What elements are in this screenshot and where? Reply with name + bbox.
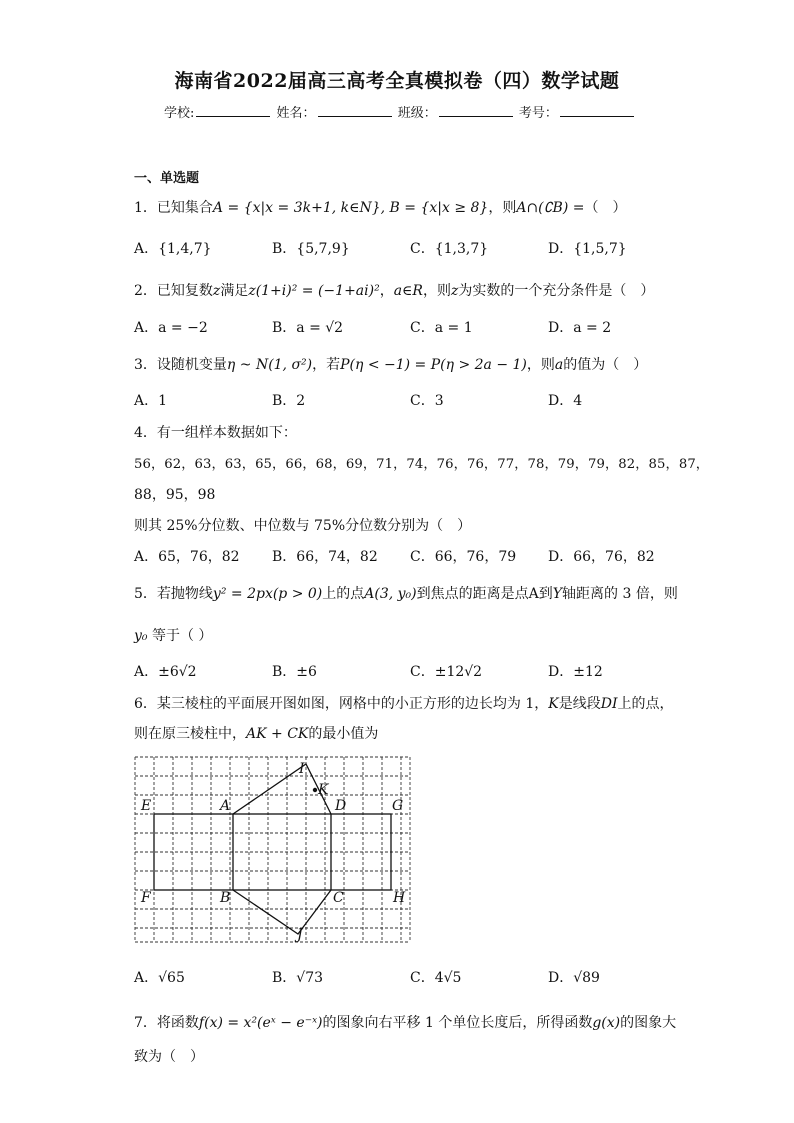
- label-a: A: [220, 798, 231, 814]
- q1-option-c[interactable]: C．{1,3,7}: [410, 241, 489, 257]
- q4-option-c[interactable]: C．66，76，79: [410, 549, 517, 565]
- q6-option-d[interactable]: D．√89: [548, 970, 600, 986]
- q7-stem: 7．将函数: [134, 1015, 199, 1031]
- point-k: [313, 788, 317, 792]
- q6-option-b[interactable]: B．√73: [272, 970, 324, 986]
- q5-stem: 5．若抛物线: [134, 586, 213, 602]
- q5-stem-e: 等于（ ）: [151, 628, 213, 644]
- q7-line-2: 致为（ ）: [134, 1049, 204, 1065]
- q6-expression: AK + CK: [246, 726, 309, 742]
- exam-no-blank[interactable]: [560, 104, 634, 117]
- q2-option-a[interactable]: A．a = −2: [134, 320, 208, 336]
- label-i: I: [299, 761, 305, 777]
- net-outline: [154, 764, 391, 934]
- label-e: E: [141, 798, 152, 814]
- q6-line2-stem: 则在原三棱柱中，: [134, 726, 246, 742]
- label-c: C: [333, 890, 344, 906]
- q2-equation: z(1+i)² = (−1+ai)²: [248, 283, 380, 299]
- question-6: [134, 693, 674, 713]
- school-label: 学校:: [164, 106, 195, 121]
- q2-option-c[interactable]: C．a = 1: [410, 320, 473, 336]
- q4-data-line-1: 56，62，63，63，65，66，68，69，71，74，76，76，77，78，79，79，82，85，87，: [134, 457, 710, 472]
- student-info-fields: [164, 102, 636, 121]
- class-blank[interactable]: [439, 104, 513, 117]
- q3-option-d[interactable]: D．4: [548, 393, 583, 409]
- q2-stem-b: 满足: [220, 283, 249, 299]
- q5-var: y₀: [134, 628, 148, 644]
- q2-stem: 2．已知复数: [134, 283, 213, 299]
- label-j: J: [297, 927, 303, 943]
- q7-stem-b: 的图象向右平移 1 个单位长度后，所得函数: [322, 1015, 593, 1031]
- q3-stem-c: ，则: [526, 357, 555, 373]
- q7-stem-c: 的图象大: [620, 1015, 677, 1031]
- q5-option-d[interactable]: D．±12: [548, 664, 603, 680]
- label-b: B: [220, 890, 231, 906]
- q5-option-c[interactable]: C．±12√2: [410, 664, 483, 680]
- q1-sets: A = {x|x = 3k+1, k∈N}, B = {x|x ≥ 8}: [212, 200, 489, 216]
- q1-stem: 1．已知集合: [134, 200, 213, 216]
- label-g: G: [392, 798, 404, 814]
- q3-equation: P(η < −1) = P(η > 2a − 1): [340, 357, 527, 373]
- q5-stem-b: 上的点: [322, 586, 365, 602]
- q2-stem-e: 为实数的一个充分条件是（ ）: [458, 283, 655, 299]
- grid-lines: [135, 757, 410, 942]
- q1-stem-b: ，则: [488, 200, 517, 216]
- q6-segment-di: DI: [600, 696, 618, 712]
- q6-line-2: [134, 723, 378, 743]
- q5-stem-c: 到焦点的距离是点A到: [416, 586, 553, 602]
- q6-option-a[interactable]: A．√65: [134, 970, 185, 986]
- q1-expr: A∩(∁B) =: [516, 200, 585, 216]
- q4-option-d[interactable]: D．66，76，82: [548, 549, 655, 565]
- q3-stem-d: 的值为（ ）: [563, 357, 648, 373]
- q3-option-b[interactable]: B．2: [272, 393, 306, 409]
- label-f: F: [141, 890, 151, 906]
- q2-option-d[interactable]: D．a = 2: [548, 320, 612, 336]
- q6-line2-end: 的最小值为: [308, 726, 379, 742]
- q5-option-a[interactable]: A．±6√2: [134, 664, 197, 680]
- q3-option-a[interactable]: A．1: [134, 393, 168, 409]
- q3-distribution: η ~ N(1, σ²): [226, 357, 313, 373]
- q2-option-b[interactable]: B．a = √2: [272, 320, 344, 336]
- q2-stem-d: ，则: [422, 283, 451, 299]
- q4-question: 则其 25%分位数、中位数与 75%分位数分别为（ ）: [134, 518, 472, 534]
- section-heading: 一、单选题: [134, 171, 200, 186]
- question-1: [134, 197, 626, 217]
- q6-stem-c: 上的点，: [617, 696, 674, 712]
- q4-option-b[interactable]: B．66，74，82: [272, 549, 378, 565]
- question-7: [134, 1012, 676, 1032]
- q4-option-a[interactable]: A．65，76，82: [134, 549, 240, 565]
- q5-curve: y² = 2px(p > 0): [212, 586, 323, 602]
- q2-condition: a∈R: [393, 283, 423, 299]
- q5-point: A(3, y₀): [364, 586, 417, 602]
- q5-option-b[interactable]: B．±6: [272, 664, 317, 680]
- q3-option-c[interactable]: C．3: [410, 393, 444, 409]
- q2-comma: ，: [379, 283, 394, 299]
- question-2: [134, 280, 654, 300]
- q3-stem: 3．设随机变量: [134, 357, 227, 373]
- q7-g-function: g(x): [592, 1015, 621, 1031]
- q3-var: a: [554, 357, 564, 373]
- q5-line-2: [134, 625, 212, 645]
- label-d: D: [335, 798, 347, 814]
- question-5: [134, 583, 678, 603]
- name-label: 姓名：: [276, 106, 316, 121]
- q6-stem-b: 是线段: [558, 696, 601, 712]
- q6-option-c[interactable]: C．4√5: [410, 970, 462, 986]
- q5-stem-d: 轴距离的 3 倍，则: [562, 586, 678, 602]
- q2-var: z: [212, 283, 221, 299]
- q6-point-k: K: [548, 696, 559, 712]
- class-label: 班级：: [397, 106, 437, 121]
- q6-stem: 6．某三棱柱的平面展开图如图，网格中的小正方形的边长均为 1，: [134, 696, 549, 712]
- q1-paren: （ ）: [584, 200, 627, 216]
- q2-var-2: z: [450, 283, 459, 299]
- question-4: 4．有一组样本数据如下：: [134, 425, 297, 441]
- school-blank[interactable]: [196, 104, 270, 117]
- q1-option-a[interactable]: A．{1,4,7}: [134, 241, 212, 257]
- q1-option-b[interactable]: B．{5,7,9}: [272, 241, 350, 257]
- name-blank[interactable]: [318, 104, 392, 117]
- q1-option-d[interactable]: D．{1,5,7}: [548, 241, 627, 257]
- page-title: 海南省2022届高三高考全真模拟卷（四）数学试题: [174, 70, 620, 92]
- label-k: K: [318, 782, 329, 798]
- q7-function: f(x) = x²(eˣ − e⁻ˣ): [198, 1015, 323, 1031]
- question-3: [134, 354, 647, 374]
- q5-axis: Y: [552, 586, 563, 602]
- q4-data-line-2: 88，95，98: [134, 487, 216, 503]
- label-h: H: [393, 890, 406, 906]
- net-diagram: [134, 756, 414, 944]
- q3-stem-b: ，若: [312, 357, 341, 373]
- exam-no-label: 考号：: [518, 106, 558, 121]
